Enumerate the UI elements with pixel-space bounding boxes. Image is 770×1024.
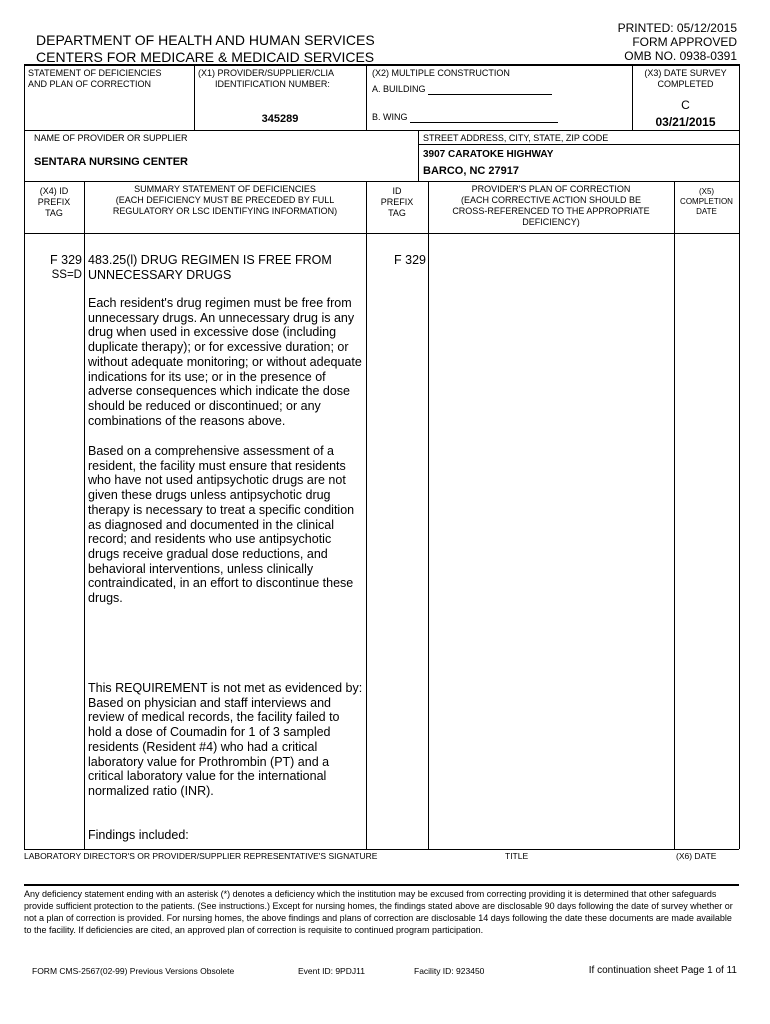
title-line-1: 483.25(l) DRUG REGIMEN IS FREE FROM [88, 253, 332, 267]
col-divider-4 [674, 181, 675, 849]
city-state-zip: BARCO, NC 27917 [423, 165, 519, 177]
page-number: If continuation sheet Page 1 of 11 [588, 965, 737, 976]
address-label: STREET ADDRESS, CITY, STATE, ZIP CODE [423, 133, 609, 143]
summary-header: SUMMARY STATEMENT OF DEFICIENCIES (EACH DEFICIENCY MUST BE PRECEDED BY FULL REGULATORY OR LSC IDENTIFYING INFORMATION) [112, 184, 338, 216]
x5-header: (X5) COMPLETION DATE [680, 187, 733, 216]
col-divider-3 [428, 181, 429, 849]
street-address: 3907 CARATOKE HIGHWAY [423, 149, 554, 160]
wing-blank [410, 114, 558, 123]
regulation-paragraph-2: Based on a comprehensive assessment of a resident, the facility must ensure that residents who have not used antipsychotic drugs are not given these drugs unless antipsychotic drug therapy is necessary to treat a specific condition as diagnosed and documented in the clinical record; and residents who use antipsychotic drugs receive gradual dose reductions, and behavioral interventions, unless clinically contraindicated, in an effort to discontinue these drugs. [88, 444, 355, 606]
printed-date: PRINTED: 05/12/2015 [617, 21, 737, 35]
provider-name-label: NAME OF PROVIDER OR SUPPLIER [34, 133, 188, 143]
wing-field [372, 112, 558, 123]
col-divider-1 [84, 181, 85, 849]
x2-label: (X2) MULTIPLE CONSTRUCTION [372, 68, 510, 78]
provider-id: 345289 [261, 113, 299, 125]
x1-label-2: IDENTIFICATION NUMBER: [215, 79, 330, 89]
provider-name: SENTARA NURSING CENTER [34, 156, 189, 168]
signature-label: LABORATORY DIRECTOR'S OR PROVIDER/SUPPLIER REPRESENTATIVE'S SIGNATURE [24, 851, 378, 861]
survey-date: 03/21/2015 [655, 115, 716, 129]
centers-title: CENTERS FOR MEDICARE & MEDICAID SERVICES [36, 49, 375, 65]
omb-number: OMB NO. 0938-0391 [624, 49, 737, 63]
title-label: TITLE [505, 851, 529, 861]
plan-label: AND PLAN OF CORRECTION [28, 79, 152, 89]
building-blank [428, 86, 552, 95]
event-id: Event ID: 9PDJ11 [298, 966, 365, 976]
regulation-paragraph-1: Each resident's drug regimen must be free from unnecessary drugs. An unnecessary drug is any drug when used in excessive dose (including duplicate therapy); or for excessive duration; or without adequate monitoring; or without adequate indications for its use; or in the presence of adverse consequences which indicate the dose should be reduced or discontinued; or any combinations of the reasons above. [88, 296, 362, 428]
x3-label: (X3) DATE SURVEY [644, 68, 727, 78]
col-divider-2 [366, 181, 367, 849]
finding-paragraph: This REQUIREMENT is not met as evidenced by: Based on physician and staff interviews and review of medical records, the facility failed to hold a dose of Coumadin for 1 of 3 sampled residents (Resident #4) who had a critical laboratory value for Prothrombin (PT) and a critical laboratory value for the international normalized ratio (INR). [88, 681, 363, 798]
dept-title: DEPARTMENT OF HEALTH AND HUMAN SERVICES [36, 32, 375, 48]
x6-date-label: (X6) DATE [676, 851, 717, 861]
id-prefix-header: ID PREFIX TAG [380, 186, 414, 218]
right-border [739, 64, 740, 849]
deficiency-tag: F 329 [50, 253, 82, 267]
wing-label: B. WING [372, 112, 408, 122]
survey-code: C [681, 98, 690, 112]
plan-id-tag: F 329 [394, 253, 426, 267]
x1-label: (X1) PROVIDER/SUPPLIER/CLIA [198, 68, 335, 78]
form-approved: FORM APPROVED [632, 35, 737, 49]
findings-included: Findings included: [88, 828, 189, 842]
deficiency-title [88, 253, 363, 282]
disclosure-notice: Any deficiency statement ending with an asterisk (*) denotes a deficiency which the institution may be excused from correcting providing it is determined that other safeguards provide sufficient protection to the patients. (See instructions.) Except for nursing homes, the findings stated above are disclosable 90 days following the date of survey whether or not a plan of correction is provided. For nursing homes, the above findings and plans of correction are disclosable 14 days following the date these documents are made available to the facility. If deficiencies are cited, an approved plan of correction is requisite to continued program participation. [24, 889, 733, 935]
title-line-2: UNNECESSARY DRUGS [88, 267, 232, 282]
form-number: FORM CMS-2567(02-99) Previous Versions Obsolete [32, 966, 235, 976]
x3-label-2: COMPLETED [657, 79, 714, 89]
building-label: A. BUILDING [372, 84, 426, 94]
plan-header: PROVIDER'S PLAN OF CORRECTION (EACH CORRECTIVE ACTION SHOULD BE CROSS-REFERENCED TO THE APPROPRIATE DEFICIENCY) [452, 184, 650, 227]
severity-code: SS=D [51, 269, 82, 281]
building-field [372, 84, 552, 95]
x4-header: (X4) ID PREFIX TAG [37, 186, 71, 218]
facility-id: Facility ID: 923450 [414, 966, 485, 976]
statement-label: STATEMENT OF DEFICIENCIES [28, 68, 162, 78]
signature-rule [24, 884, 739, 886]
